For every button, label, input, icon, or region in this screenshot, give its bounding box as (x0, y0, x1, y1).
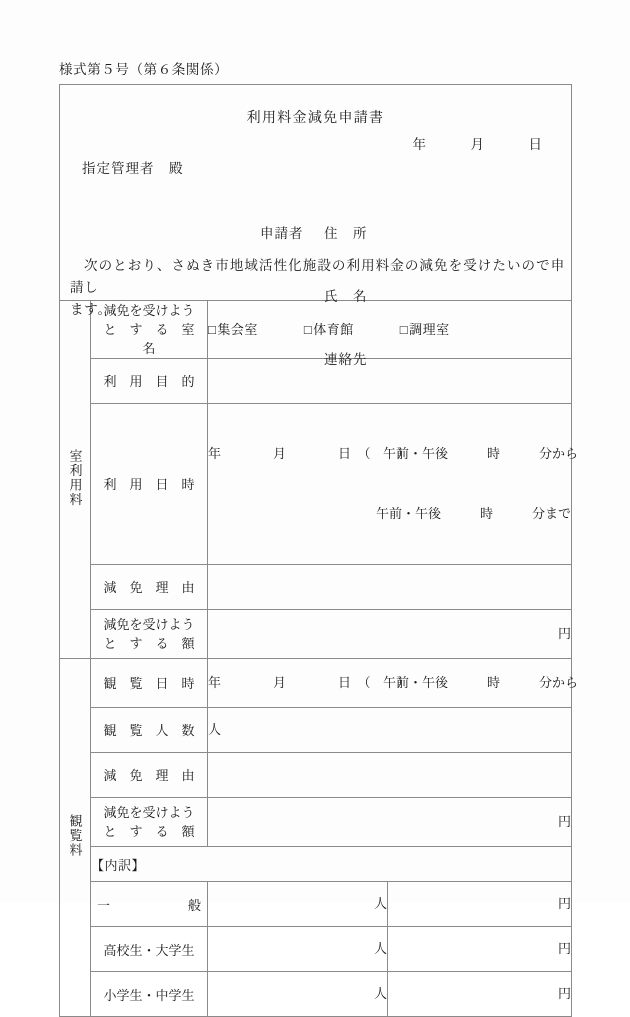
row-label-room-amount (91, 610, 208, 659)
checkbox-icon[interactable]: □ (303, 321, 313, 337)
breakdown-yen-general[interactable] (388, 882, 572, 927)
breakdown-yen-unit-highschool-university: 円 (557, 941, 571, 956)
form-number: 様式第５号（第６条関係） (59, 62, 229, 77)
room-reason-value[interactable] (208, 565, 572, 610)
table-row (60, 882, 572, 927)
viewing-datetime-row (60, 659, 572, 708)
room-date-text: 年 月 日 （ ） (208, 446, 410, 461)
room-time-from-text: 午前・午後 時 分から (383, 446, 579, 461)
row-label-room-name-line1: 減免を受けよう (103, 303, 195, 318)
section-label-room-fee (60, 301, 91, 659)
room-datetime-row (60, 404, 572, 565)
viewing-datetime-line (208, 673, 579, 693)
body-text (70, 255, 565, 321)
checkbox-label-kitchen: 調理室 (409, 321, 450, 337)
row-label-viewing-amount-line1: 減免を受けよう (103, 805, 195, 820)
row-label-room-reason: 減 免 理 由 (91, 565, 208, 610)
breakdown-label-general: 一 般 (91, 882, 208, 927)
applicant-contact-row (260, 349, 368, 370)
room-amount-row (60, 610, 572, 659)
row-label-viewing-amount-line2: と す る 額 (103, 824, 195, 839)
breakdown-people-unit-elementary-juniorhigh: 人 (373, 986, 387, 1001)
date-line: 年 月 日 (412, 137, 543, 152)
breakdown-yen-unit-elementary-juniorhigh: 円 (557, 986, 571, 1001)
room-amount-unit: 円 (557, 626, 571, 641)
row-label-room-purpose: 利 用 目 的 (91, 359, 208, 404)
row-label-viewing-reason: 減 免 理 由 (91, 753, 208, 798)
checkbox-option-meeting-room[interactable] (208, 320, 258, 340)
viewing-people-row (60, 708, 572, 753)
breakdown-people-unit-general: 人 (373, 896, 387, 911)
breakdown-yen-elementary-juniorhigh[interactable] (388, 972, 572, 1017)
row-label-viewing-amount (91, 798, 208, 847)
applicant-field-contact: 連絡先 (324, 352, 368, 367)
breakdown-header-row (60, 847, 572, 882)
breakdown-people-unit-highschool-university: 人 (373, 941, 387, 956)
applicant-field-name: 氏 名 (324, 289, 368, 304)
room-datetime-line-2 (208, 504, 571, 524)
section-label-room-fee-text: 室利用料 (67, 448, 83, 507)
breakdown-label-highschool-university: 高校生・大学生 (91, 927, 208, 972)
row-label-viewing-people: 観 覧 人 数 (91, 708, 208, 753)
room-datetime-line-1 (208, 444, 579, 464)
checkbox-label-gymnasium: 体育館 (313, 321, 354, 337)
room-datetime-lines (208, 404, 579, 564)
row-label-room-name-line2: と す る 室 名 (103, 322, 208, 356)
checkbox-icon[interactable]: □ (399, 321, 409, 337)
breakdown-people-highschool-university[interactable] (208, 927, 388, 972)
section-label-viewing-fee (60, 659, 91, 1017)
form-header-row (60, 85, 572, 301)
breakdown-people-elementary-juniorhigh[interactable] (208, 972, 388, 1017)
breakdown-people-general[interactable] (208, 882, 388, 927)
room-datetime-value-cell[interactable] (208, 404, 579, 565)
breakdown-header: 【内訳】 (91, 847, 572, 882)
viewing-datetime-value-cell[interactable] (208, 659, 579, 708)
viewing-people-unit: 人 (208, 722, 222, 737)
body-text-line-1: 次のとおり、さぬき市地域活性化施設の利用料金の減免を受けたいので申請し (70, 258, 565, 295)
applicant-field-address: 住 所 (324, 226, 368, 241)
body-text-line-2: ます。 (70, 302, 112, 317)
page-title: 利用料金減免申請書 (246, 111, 385, 126)
viewing-people-value-cell[interactable] (208, 708, 572, 753)
room-reason-row (60, 565, 572, 610)
addressee-line: 指定管理者 殿 (82, 161, 184, 176)
viewing-amount-unit: 円 (557, 814, 571, 829)
checkbox-icon[interactable]: □ (208, 321, 217, 337)
applicant-label: 申請者 (260, 226, 304, 241)
row-label-room-amount-line1: 減免を受けよう (103, 617, 195, 632)
viewing-time-from-text: 午前・午後 時 分から (383, 675, 579, 690)
row-label-viewing-datetime: 観 覧 日 時 (91, 659, 208, 708)
breakdown-yen-highschool-university[interactable] (388, 927, 572, 972)
checkbox-label-meeting-room: 集会室 (217, 321, 258, 337)
row-label-room-datetime: 利 用 日 時 (91, 404, 208, 565)
viewing-reason-value[interactable] (208, 753, 572, 798)
room-time-to-text: 午前・午後 時 分まで (375, 506, 571, 521)
breakdown-yen-unit-general: 円 (557, 896, 571, 911)
checkbox-option-kitchen[interactable] (400, 320, 450, 340)
viewing-date-text: 年 月 日 （ ） (208, 675, 410, 690)
viewing-reason-row (60, 753, 572, 798)
breakdown-label-elementary-juniorhigh: 小学生・中学生 (91, 972, 208, 1017)
application-form-table (59, 84, 579, 1017)
table-row (60, 927, 572, 972)
viewing-amount-row (60, 798, 572, 847)
room-amount-value-cell[interactable] (208, 610, 572, 659)
applicant-address-row (260, 223, 368, 244)
table-row (60, 972, 572, 1017)
row-label-room-amount-line2: と す る 額 (103, 636, 195, 651)
section-label-viewing-fee-text: 観覧料 (67, 813, 83, 858)
viewing-amount-value-cell[interactable] (208, 798, 572, 847)
